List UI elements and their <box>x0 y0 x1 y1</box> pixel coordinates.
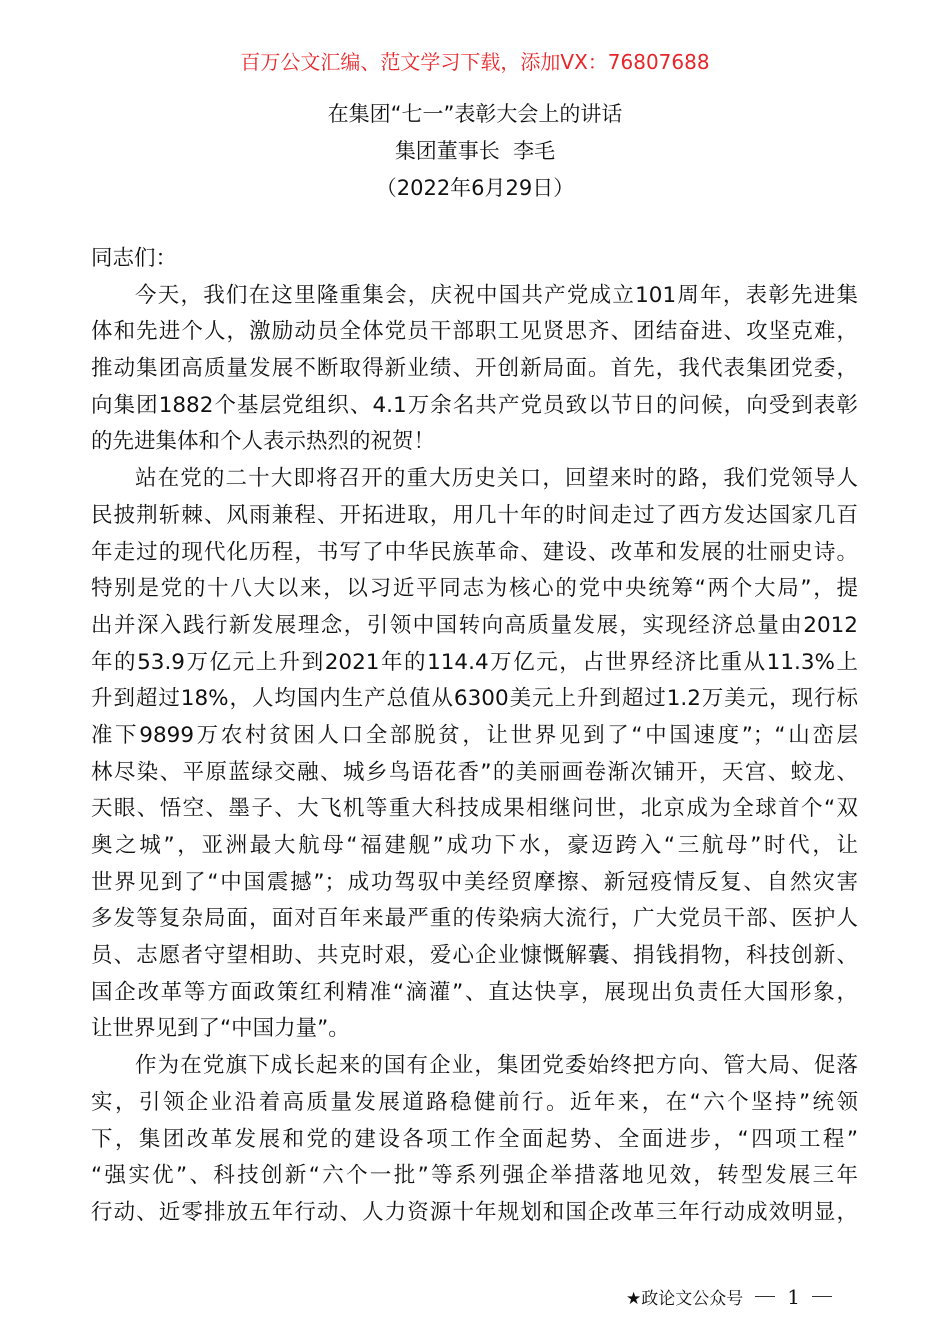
paragraph-line: 下，集团改革发展和党的建设各项工作全面起势、全面进步，“四项工程” <box>91 1126 858 1152</box>
paragraph-line: 林尽染、平原蓝绿交融、城乡鸟语花香”的美丽画卷渐次铺开，天宫、蛟龙、 <box>91 759 858 785</box>
paragraph-line: 让世界见到了“中国力量”。 <box>91 1016 350 1042</box>
paragraph-line: 出并深入践行新发展理念，引领中国转向高质量发展，实现经济总量由2012 <box>91 612 858 638</box>
paragraph-line: 年的53.9万亿元上升到2021年的114.4万亿元，占世界经济比重从11.3%上 <box>91 649 858 675</box>
paragraph-line: 体和先进个人，激励动员全体党员干部职工见贤思齐、团结奋进、攻坚克难， <box>91 319 858 345</box>
date-line: （2022年6月29日） <box>375 176 575 200</box>
page-footer <box>626 1284 832 1309</box>
paragraph-line: 特别是党的十八大以来，以习近平同志为核心的党中央统筹“两个大局”，提 <box>91 576 858 602</box>
paragraph-line: “强实优”、科技创新“六个一批”等系列强企举措落地见效，转型发展三年 <box>91 1163 858 1189</box>
salutation: 同志们： <box>91 246 178 271</box>
paragraph-line: 多发等复杂局面，面对百年来最严重的传染病大流行，广大党员干部、医护人 <box>91 906 858 932</box>
paragraph-line: 的先进集体和个人表示热烈的祝贺！ <box>91 429 436 455</box>
paragraph-line: 推动集团高质量发展不断取得新业绩、开创新局面。首先，我代表集团党委， <box>91 356 858 382</box>
page-number: 1 <box>787 1284 800 1309</box>
paragraph-line: 今天，我们在这里隆重集会，庆祝中国共产党成立101周年，表彰先进集 <box>135 282 858 308</box>
speaker-line: 集团董事长 李毛 <box>394 139 556 163</box>
paragraph-line: 升到超过18%，人均国内生产总值从6300美元上升到超过1.2万美元，现行标 <box>91 686 858 712</box>
paragraph-line: 作为在党旗下成长起来的国有企业，集团党委始终把方向、管大局、促落 <box>135 1053 858 1079</box>
paragraph-line: 国企改革等方面政策红利精准“滴灌”、直达快享，展现出负责任大国形象， <box>91 979 858 1005</box>
paragraph-line: 奥之城”，亚洲最大航母“福建舰”成功下水，豪迈跨入“三航母”时代，让 <box>91 833 858 858</box>
dash-divider <box>812 1296 832 1297</box>
paragraph-line: 准下9899万农村贫困人口全部脱贫，让世界见到了“中国速度”；“山峦层 <box>91 722 858 748</box>
paragraph-line: 行动、近零排放五年行动、人力资源十年规划和国企改革三年行动成效明显， <box>91 1199 858 1225</box>
watermark-banner: 百万公文汇编、范文学习下载，添加VX：76807688 <box>240 50 710 74</box>
document-title: 在集团“七一”表彰大会上的讲话 <box>327 102 623 126</box>
dash-divider <box>755 1296 775 1297</box>
paragraph-line: 民披荆斩棘、风雨兼程、开拓进取，用几十年的时间走过了西方发达国家几百 <box>91 502 858 528</box>
paragraph-line: 年走过的现代化历程，书写了中华民族革命、建设、改革和发展的壮丽史诗。 <box>91 539 858 565</box>
paragraph-line: 实，引领企业沿着高质量发展道路稳健前行。近年来，在“六个坚持”统领 <box>91 1089 858 1115</box>
paragraph-line: 向集团1882个基层党组织、4.1万余名共产党员致以节日的问候，向受到表彰 <box>91 392 858 418</box>
paragraph-line: 世界见到了“中国震撼”；成功驾驭中美经贸摩擦、新冠疫情反复、自然灾害 <box>91 869 858 895</box>
paragraph-line: 员、志愿者守望相助、共克时艰，爱心企业慷慨解囊、捐钱捐物，科技创新、 <box>91 943 858 969</box>
document-body <box>91 241 858 1232</box>
paragraph-line: 天眼、悟空、墨子、大飞机等重大科技成果相继问世，北京成为全球首个“双 <box>91 796 858 822</box>
paragraph-line: 站在党的二十大即将召开的重大历史关口，回望来时的路，我们党领导人 <box>135 466 858 492</box>
footer-source: ★政论文公众号 <box>626 1289 744 1309</box>
